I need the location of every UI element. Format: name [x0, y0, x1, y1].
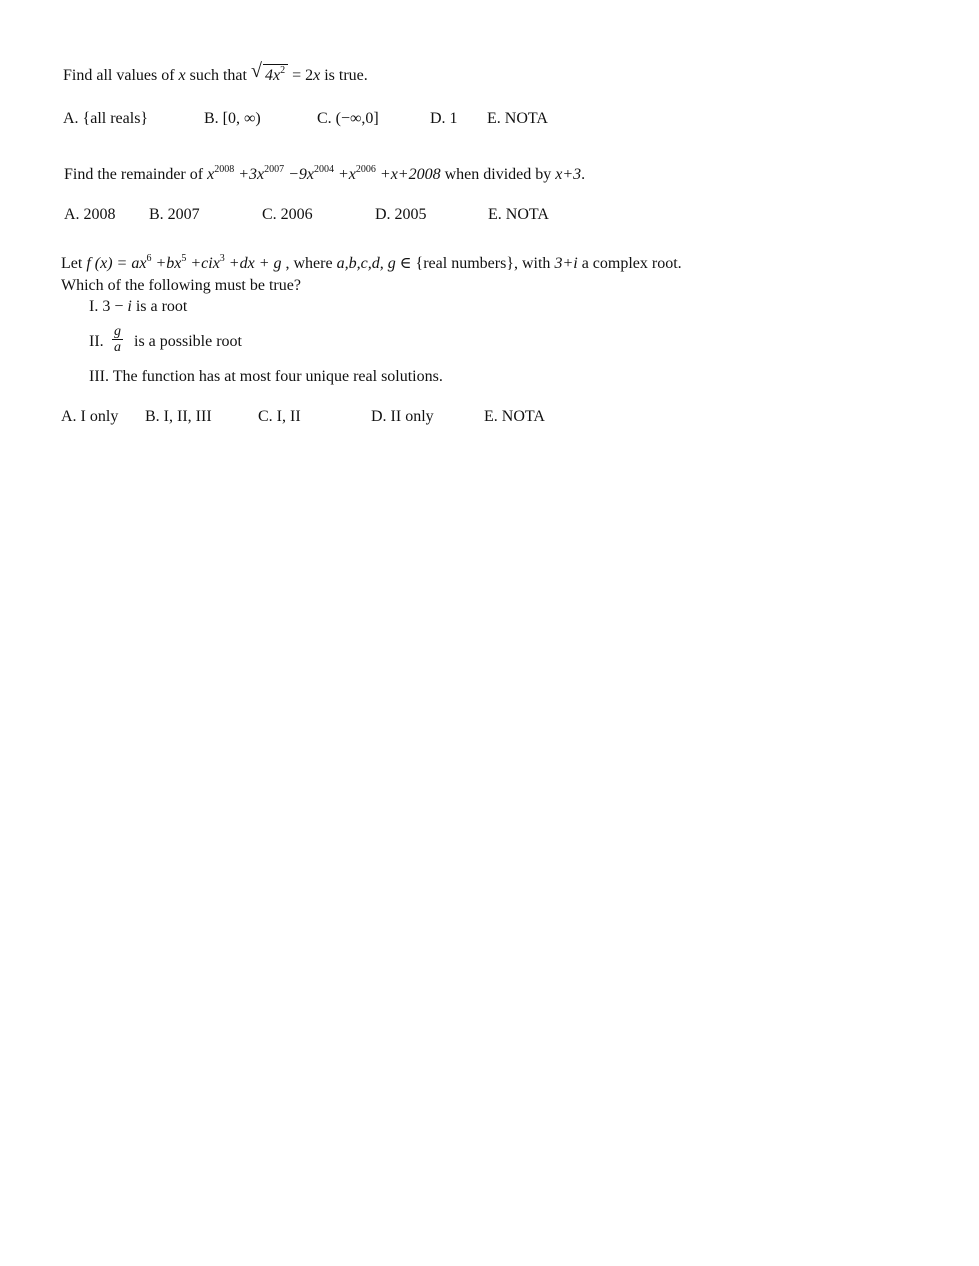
- q3-option-d[interactable]: D. II only: [371, 408, 434, 425]
- q3-option-e[interactable]: E. NOTA: [484, 408, 545, 425]
- q3-term-2: +bx: [151, 255, 182, 272]
- q1-stem-before: Find all values of: [63, 67, 179, 84]
- q1-equals: = 2: [292, 67, 314, 84]
- q2-term-2-exp: 2007: [264, 164, 285, 175]
- q3-statement-1-var: i: [127, 298, 132, 315]
- q3-exp-1: 6: [146, 253, 152, 264]
- q1-option-a[interactable]: A. {all reals}: [63, 110, 149, 127]
- q3-statement-2-label: II.: [89, 333, 104, 350]
- q3-statement-3: III. The function has at most four unique real solutions.: [89, 368, 443, 385]
- q3-statement-2-rest: is a possible root: [134, 333, 242, 350]
- q3-statement-1-label: I. 3 −: [89, 298, 128, 315]
- q2-stem-before: Find the remainder of: [64, 166, 208, 183]
- q3-term-3: +cix: [186, 255, 220, 272]
- q2-term-4-exp: 2006: [355, 164, 376, 175]
- q1-stem: [63, 60, 368, 85]
- q3-statement-1-rest: is a root: [131, 298, 188, 315]
- q2-stem: [64, 164, 585, 184]
- q1-stem-mid: such that: [185, 67, 251, 84]
- q1-radicand-exp: 2: [280, 65, 286, 76]
- q2-term-4: +x: [338, 166, 356, 183]
- q2-option-a[interactable]: A. 2008: [64, 206, 116, 223]
- q3-where: , where: [281, 255, 337, 272]
- q3-in-set: ∈ {real numbers}, with: [395, 255, 555, 272]
- q3-exp-3: 3: [219, 253, 225, 264]
- q2-term-2: +3x: [238, 166, 265, 183]
- q3-option-c[interactable]: C. I, II: [258, 408, 301, 425]
- q3-statement-2-numerator: g: [114, 324, 121, 339]
- q2-term-1-exp: 2008: [214, 164, 235, 175]
- q1-radicand: 4x: [264, 67, 281, 84]
- q3-root: 3+i: [554, 255, 578, 272]
- q1-option-d[interactable]: D. 1: [430, 110, 458, 127]
- q3-term-4: +dx + g: [224, 255, 282, 272]
- q3-let: Let: [61, 255, 87, 272]
- q2-divisor: x+3: [555, 166, 582, 183]
- q3-which: Which of the following must be true?: [61, 277, 301, 294]
- q2-option-c[interactable]: C. 2006: [262, 206, 313, 223]
- q1-stem-after: is true.: [320, 67, 368, 84]
- q3-statement-1: [89, 298, 187, 316]
- q2-stem-mid: when divided by: [440, 166, 556, 183]
- q2-option-e[interactable]: E. NOTA: [488, 206, 549, 223]
- q3-statement-2-denominator: a: [114, 340, 121, 355]
- q2-stem-after: .: [581, 166, 586, 183]
- q3-option-b[interactable]: B. I, II, III: [145, 408, 212, 425]
- q2-option-d[interactable]: D. 2005: [375, 206, 427, 223]
- q1-option-b[interactable]: B. [0, ∞): [204, 110, 261, 127]
- q3-after: a complex root.: [577, 255, 682, 272]
- q3-vars: a,b,c,d, g: [336, 255, 396, 272]
- q1-rhs-var: x: [313, 67, 321, 84]
- q2-term-5: +x+2008: [379, 166, 441, 183]
- q2-option-b[interactable]: B. 2007: [149, 206, 200, 223]
- q3-exp-2: 5: [181, 253, 187, 264]
- q1-option-c[interactable]: C. (−∞,0]: [317, 110, 379, 127]
- q3-f-lhs: f (x) = ax: [86, 255, 147, 272]
- q2-term-3-exp: 2004: [314, 164, 334, 175]
- radical-sign-icon: √: [250, 60, 262, 82]
- q2-term-1: x: [207, 166, 215, 183]
- q1-stem-var: x: [178, 67, 186, 84]
- q3-stem: [61, 253, 682, 273]
- q1-option-e[interactable]: E. NOTA: [487, 110, 548, 127]
- q3-statement-2-fraction: [112, 325, 123, 356]
- q1-sqrt: [250, 60, 288, 85]
- q3-option-a[interactable]: A. I only: [61, 408, 119, 425]
- q2-term-3: −9x: [288, 166, 314, 183]
